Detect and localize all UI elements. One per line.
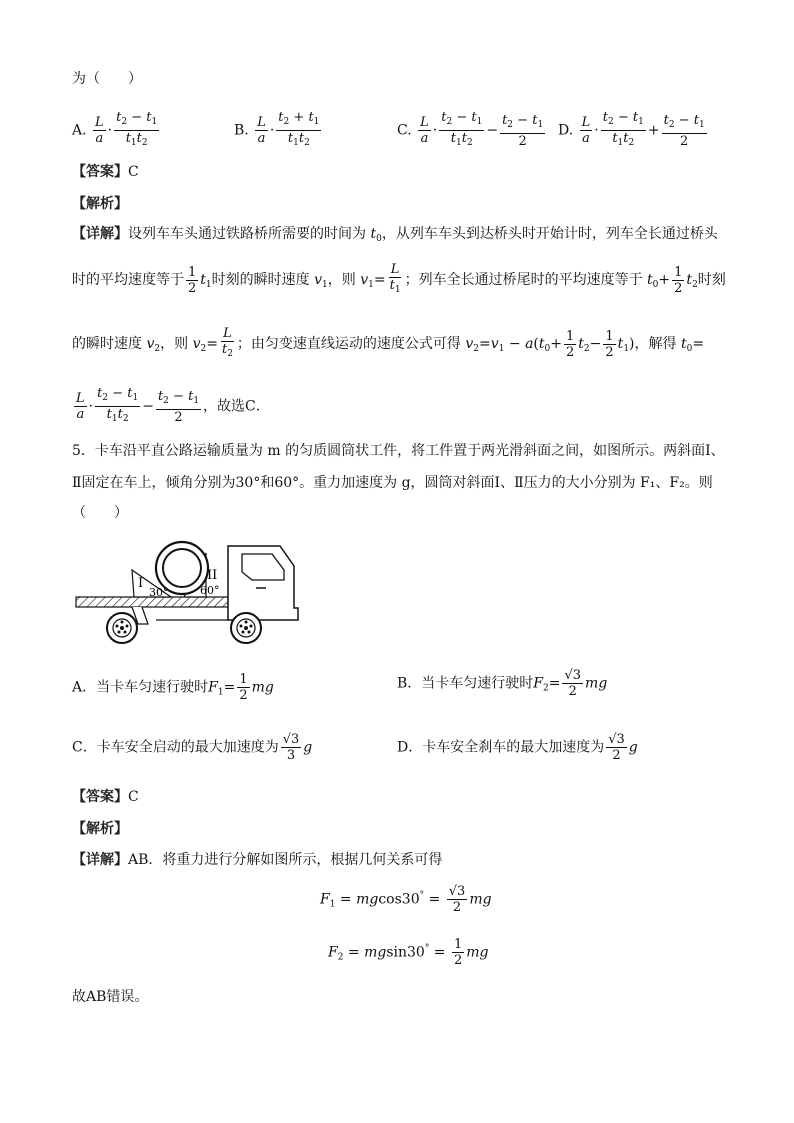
incline-two-label: II [207, 568, 218, 583]
q5-conclusion: 故AB错误。 [72, 989, 149, 1005]
answer-tag: 【答案】 [72, 164, 128, 180]
q5-option-d[interactable]: D．卡车安全刹车的最大加速度为 $\frac{√3}{2}$ g [397, 732, 638, 763]
q4-option-a-label: A. [72, 122, 87, 139]
detail-text: ；列车全长通过桥尾时的平均速度等于 [404, 272, 643, 288]
q5-answer [72, 786, 139, 806]
q4-detail-line3: 的瞬时速度 $v_2$，则 $v_2=$ $\frac{L}{t_2}$ ；由匀变速直线运动的速度公式可得 $v_2=v_1 - a(t_0+$ $\frac{1}{2}$ $t_2-$ $\frac{1}{2}$ $t_1$)，解得 $t_0=$ [72, 326, 705, 360]
q5-option-c[interactable]: C．卡车安全启动的最大加速度为 $\frac{√3}{3}$ g [72, 732, 313, 763]
detail-text: AB．将重力进行分解如图所示，根据几何关系可得 [128, 852, 443, 868]
rear-wheel [107, 613, 137, 643]
q4-option-a[interactable]: A. $\frac{L}{a}$ · $\frac{t_2 - t_1}{t_1t_2}$ [72, 110, 158, 148]
q4-detail-line1: 【详解】设列车车头通过铁路桥所需要的时间为 $t_0$，从列车车头到达桥头时开始计时，列车全长通过桥头 [72, 226, 718, 244]
q5-option-c-text: C．卡车安全启动的最大加速度为 [72, 739, 279, 756]
q4-analysis-tag: 【解析】 [72, 196, 128, 212]
equation-f2: $F_2 = mgsin30^\circ$ = $\frac{1}{2}$ mg [328, 937, 489, 968]
detail-text: ，从列车车头到达桥头时开始计时，列车全长通过桥头 [381, 226, 718, 242]
q5-analysis-tag: 【解析】 [72, 821, 128, 837]
incline-two-angle: 60° [200, 584, 220, 597]
answer-value: C [128, 789, 139, 805]
q4-answer [72, 161, 139, 181]
q5-stem-line2: Ⅱ固定在车上，倾角分别为30°和60°。重力加速度为 g，圆筒对斜面Ⅰ、Ⅱ压力的大小分别为 F₁、F₂。则 [72, 475, 713, 491]
q4-option-b[interactable]: B. $\frac{L}{a}$ · $\frac{t_2 + t_1}{t_1t_2}$ [234, 110, 320, 148]
detail-text: ，则 [160, 336, 189, 352]
detail-tag: 【详解】 [72, 852, 128, 868]
equation-f1: $F_1 = mgcos30^\circ$ = $\frac{√3}{2}$ mg [320, 884, 492, 915]
q5-option-b[interactable]: B．当卡车匀速行驶时$F_2=$ $\frac{√3}{2}$ mg [397, 668, 608, 699]
q4-option-c-label: C. [397, 122, 412, 139]
q5-stem-line3: （ ） [72, 505, 128, 521]
detail-text: 时刻的瞬时速度 [211, 272, 310, 288]
detail-text: ，故选C． [203, 398, 270, 415]
truck-figure [72, 528, 302, 650]
q4-option-d-label: D. [558, 122, 574, 139]
q5-option-a-text: A．当卡车匀速行驶时 [72, 679, 209, 696]
q5-option-d-text: D．卡车安全刹车的最大加速度为 [397, 739, 605, 756]
answer-tag: 【答案】 [72, 789, 128, 805]
detail-text: 的瞬时速度 [72, 336, 142, 352]
q4-stem-tail: 为（ ） [72, 71, 142, 87]
detail-text: ，则 [327, 272, 356, 288]
detail-tag: 【详解】 [72, 226, 128, 242]
q5-option-a[interactable]: A．当卡车匀速行驶时$F_1=$ $\frac{1}{2}$ mg [72, 672, 274, 703]
q5-detail-line [72, 849, 442, 869]
incline-one-angle: 30° [149, 586, 169, 599]
q5-stem-line1: 5．卡车沿平直公路运输质量为 m 的匀质圆筒状工件，将工件置于两光滑斜面之间，如图所示。两斜面Ⅰ、 [72, 443, 725, 459]
q4-detail-line2: 时的平均速度等于 $\frac{1}{2}$ $t_1$时刻的瞬时速度 $v_1$，则 $v_1=$ $\frac{L}{t_1}$ ；列车全长通过桥尾时的平均速度等于 $t_0+$ $\frac{1}{2}$ $t_2$时刻 [72, 262, 726, 296]
incline-one-label: I [138, 576, 144, 591]
detail-text: ，解得 [634, 336, 677, 352]
q4-option-b-label: B. [234, 122, 249, 139]
q4-detail-line4: $\frac{L}{a}$ · $\frac{t_2 - t_1}{t_1t_2}$ − $\frac{t_2 - t_1}{2}$ ，故选C． [76, 386, 270, 425]
detail-text: ；由匀变速直线运动的速度公式可得 [236, 336, 461, 352]
q5-option-b-text: B．当卡车匀速行驶时 [397, 675, 534, 692]
detail-text: 时刻 [697, 272, 726, 288]
q4-option-c[interactable]: C. $\frac{L}{a}$ · $\frac{t_2 - t_1}{t_1t_2}$ − $\frac{t_2 - t_1}{2}$ [397, 110, 544, 149]
cylinder-inner [163, 549, 201, 587]
q4-option-d[interactable]: D. $\frac{L}{a}$ · $\frac{t_2 - t_1}{t_1t_2}$ + $\frac{t_2 - t_1}{2}$ [558, 110, 705, 149]
front-wheel [231, 613, 261, 643]
answer-value: C [128, 164, 139, 180]
detail-text: 设列车车头通过铁路桥所需要的时间为 [128, 226, 366, 242]
detail-text: 时的平均速度等于 [72, 272, 184, 288]
